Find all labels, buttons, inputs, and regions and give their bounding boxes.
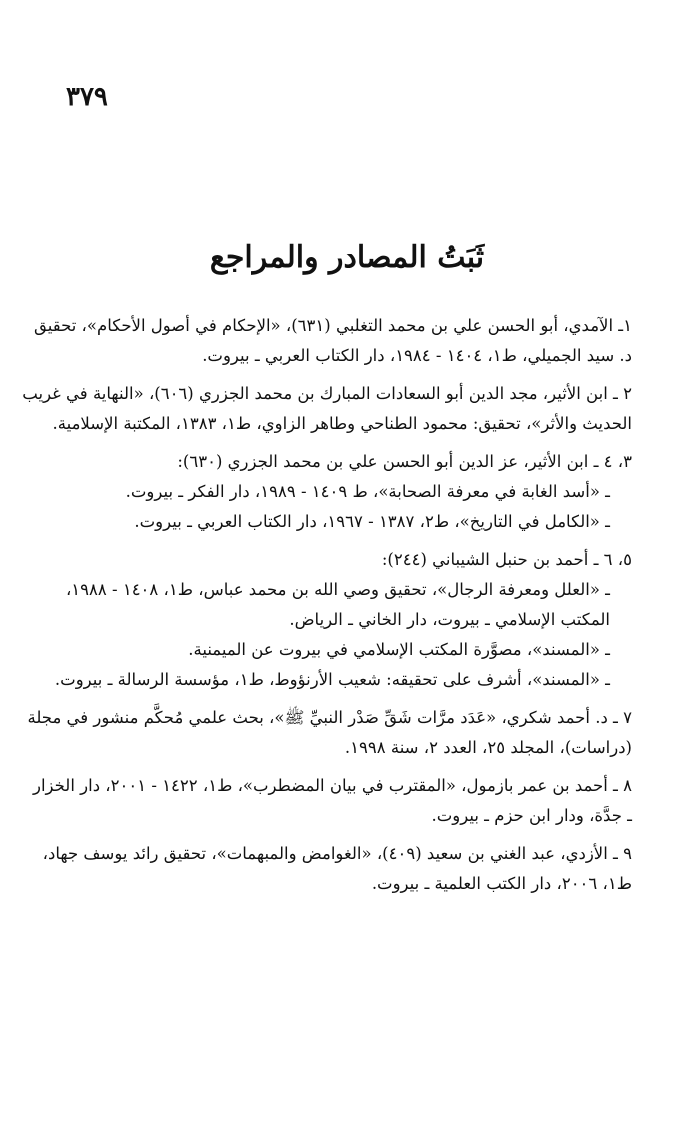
reference-line: ٨ ـ أحمد بن عمر بازمول، «المقترب في بيان المضطرب»، ط١، ١٤٢٢ - ٢٠٠١، دار الخزار: [33, 776, 632, 795]
reference-subline: المكتب الإسلامي ـ بيروت، دار الخاني ـ الرياض.: [289, 610, 610, 629]
reference-subline: ـ «الكامل في التاريخ»، ط٢، ١٣٨٧ - ١٩٦٧، دار الكتاب العربي ـ بيروت.: [134, 512, 610, 531]
page-number: ٣٧٩: [66, 82, 108, 112]
reference-line: د. سيد الجميلي، ط١، ١٤٠٤ - ١٩٨٤، دار الكتاب العربي ـ بيروت.: [202, 346, 632, 365]
reference-line: ٥، ٦ ـ أحمد بن حنبل الشيباني (٢٤٤):: [381, 550, 632, 569]
reference-entry-7: [27, 704, 632, 764]
reference-line: الحديث والأثر»، تحقيق: محمود الطناحي وطاهر الزاوي، ط١، ١٣٨٣، المكتبة الإسلامية.: [52, 414, 632, 433]
reference-subline: ـ «أسد الغابة في معرفة الصحابة»، ط ١٤٠٩ - ١٩٨٩، دار الفكر ـ بيروت.: [125, 482, 610, 501]
reference-entry-9: [42, 840, 632, 900]
reference-entry-3-4: [62, 448, 632, 538]
reference-subline: ـ «المسند»، أشرف على تحقيقه: شعيب الأرنؤوط، ط١، مؤسسة الرسالة ـ بيروت.: [54, 670, 610, 689]
reference-line: (دراسات)، المجلد ٢٥، العدد ٢، سنة ١٩٩٨.: [344, 738, 632, 757]
reference-entry-1: [33, 312, 632, 372]
reference-entry-5-6: [54, 546, 632, 696]
reference-line: ١ـ الآمدي، أبو الحسن علي بن محمد التغلبي (٦٣١)، «الإحكام في أصول الأحكام»، تحقيق: [33, 316, 632, 335]
reference-subline: ـ «العلل ومعرفة الرجال»، تحقيق وصي الله بن محمد عباس، ط١، ١٤٠٨ - ١٩٨٨،: [65, 580, 610, 599]
reference-line: ـ جدَّة، ودار ابن حزم ـ بيروت.: [431, 806, 632, 825]
reference-line: ط١، ٢٠٠٦، دار الكتب العلمية ـ بيروت.: [371, 874, 632, 893]
reference-subline: ـ «المسند»، مصوَّرة المكتب الإسلامي في بيروت عن الميمنية.: [188, 640, 610, 659]
reference-line: ٩ ـ الأزدي، عبد الغني بن سعيد (٤٠٩)، «الغوامض والمبهمات»، تحقيق رائد يوسف جهاد،: [42, 844, 632, 863]
reference-line: ٢ ـ ابن الأثير، مجد الدين أبو السعادات المبارك بن محمد الجزري (٦٠٦)، «النهاية في غريب: [22, 384, 632, 403]
reference-line: ٧ ـ د. أحمد شكري، «عَدَد مرَّات شَقِّ صَدْر النبيِّ ﷺ»، بحث علمي مُحكَّم منشور في مجلة: [27, 708, 632, 727]
reference-line: ٣، ٤ ـ ابن الأثير، عز الدين أبو الحسن علي بن محمد الجزري (٦٣٠):: [177, 452, 632, 471]
page-title: ثَبَتُ المصادر والمراجع: [209, 240, 485, 275]
references-list: [22, 312, 632, 908]
reference-entry-8: [33, 772, 632, 832]
reference-entry-2: [22, 380, 632, 440]
